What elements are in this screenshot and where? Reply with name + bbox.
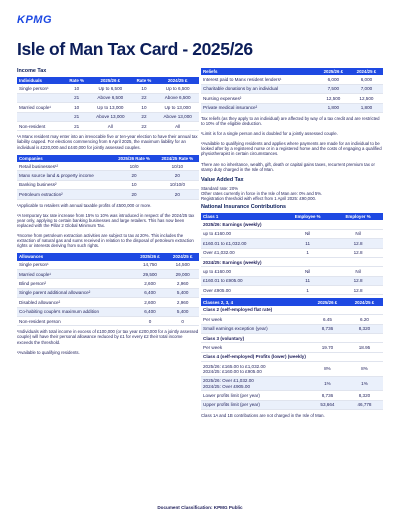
table-cell: 12.8: [333, 239, 383, 248]
income-tax-header: Rate %: [64, 77, 89, 84]
table-cell: 2,600: [134, 279, 167, 288]
companies-header: 2025/26 Rate %: [112, 155, 155, 162]
table-cell: Over £905.00: [201, 286, 282, 295]
table-cell: Up to 6,500: [89, 84, 132, 93]
table-cell: Over £1,032.00: [201, 248, 282, 257]
table-cell: 0: [134, 316, 167, 325]
table-cell: 2,960: [166, 279, 199, 288]
income-tax-table: [17, 77, 199, 131]
table-cell: 8,736: [309, 391, 346, 400]
right-column: [201, 68, 383, 423]
table-cell: up to £160.00: [201, 229, 282, 238]
table-cell: 5,400: [166, 307, 199, 316]
table-row: [201, 239, 383, 248]
table-cell: Above 13,000: [89, 112, 132, 121]
table-subheader: [201, 220, 383, 229]
table-cell: 12,500: [350, 94, 383, 103]
table-row: [201, 229, 383, 238]
table-row: [201, 286, 383, 295]
table-row: [201, 391, 383, 400]
table-cell: 12.8: [333, 286, 383, 295]
table-cell: 12.8: [333, 248, 383, 257]
table-row: [17, 93, 199, 102]
table-cell: 46,778: [346, 400, 383, 409]
ni-class1-header: Class 1: [201, 213, 282, 220]
table-cell: 14,750: [134, 261, 167, 270]
table-cell: Interest paid to Manx resident lenders¹: [201, 75, 317, 84]
reliefs-note-0: Tax reliefs (as they apply to an individual) are affected by way of a tax credit and are restricted to 10% of the eligible deduction.: [201, 115, 380, 127]
table-row: [201, 362, 383, 377]
table-row: [17, 121, 199, 130]
table-cell: £160.01 to £1,032.00: [201, 239, 282, 248]
ni-title: National Insurance Contributions: [201, 203, 287, 210]
table-cell: 10/10/0: [156, 180, 199, 189]
income-tax-header: 2025/26 £: [89, 77, 132, 84]
allowances-note-1: ¹Individuals with total income in excess of £100,000 (or tax year £200,000 for a jointly assessed couple) will have their personal allowance reduced by £1 for every £2 their total income exceeds the threshold.: [17, 329, 199, 345]
companies-header: 2024/25 Rate %: [156, 155, 199, 162]
ni-class234-table: [201, 298, 383, 410]
table-cell: Private medical insurance²: [201, 103, 317, 112]
allowances-note-2: ²Available to qualifying residents.: [17, 349, 80, 355]
table-subheader: [201, 257, 383, 266]
reliefs-table: [201, 68, 383, 113]
table-cell: [17, 93, 64, 102]
page-title: Isle of Man Tax Card - 2025/26: [17, 39, 253, 59]
table-row: [17, 261, 199, 270]
table-row: [17, 180, 199, 189]
table-cell: Manx source land & property income: [17, 171, 112, 180]
table-cell: 2025/26: Earnings (weekly): [201, 220, 383, 229]
table-row: [17, 298, 199, 307]
reliefs-header: Reliefs: [201, 68, 317, 75]
companies-note-2: ²A temporary tax rate increase from 15% to 10% was introduced in respect of the 2024/25 tax year only, applying to certain banking businesses and large retailers. This has now been replaced with the Pillar 2 Global Minimum Tax.: [17, 212, 195, 228]
table-subheader: [201, 352, 383, 361]
table-cell: Petroleum extraction²: [17, 190, 112, 199]
table-cell: 2025/26: Over £1,032.00 2024/25: Over £905.00: [201, 376, 309, 391]
table-row: [201, 94, 383, 103]
table-row: [17, 269, 199, 278]
reliefs-header: 2025/26 £: [317, 68, 350, 75]
table-row: [17, 190, 199, 199]
table-cell: Nil: [333, 267, 383, 276]
table-cell: 53,664: [309, 400, 346, 409]
table-cell: Disabled allowance²: [17, 298, 134, 307]
table-cell: Per week: [201, 343, 309, 352]
table-cell: 2,960: [166, 298, 199, 307]
allowances-header: Allowances: [17, 253, 134, 260]
table-cell: 2,600: [134, 298, 167, 307]
table-cell: 21: [64, 93, 89, 102]
table-cell: 29,000: [166, 269, 199, 278]
table-row: [17, 112, 199, 121]
table-cell: up to £160.00: [201, 267, 282, 276]
table-cell: 8,736: [309, 324, 346, 333]
table-cell: All: [89, 121, 132, 130]
table-cell: Above 6,500: [89, 93, 132, 102]
table-cell: 20: [112, 171, 155, 180]
table-cell: 21: [64, 112, 89, 121]
table-cell: 29,500: [134, 269, 167, 278]
table-row: [201, 267, 383, 276]
reliefs-note-3: There are no inheritance, wealth, gift, death or capital gains taxes, recurrent premium tax or stamp duty charged in the Isle of Man.: [201, 161, 375, 172]
document-classification: Document Classification: KPMG Public: [157, 505, 243, 510]
table-cell: Single person¹: [17, 84, 64, 93]
table-cell: 8,320: [346, 391, 383, 400]
table-cell: Charitable donations by an individual: [201, 84, 317, 93]
table-cell: 5,400: [166, 288, 199, 297]
table-cell: Banking business²: [17, 180, 112, 189]
companies-table: [17, 155, 199, 200]
table-cell: 6,400: [134, 307, 167, 316]
ni-class234-header: 2024/25 £: [346, 298, 383, 305]
reliefs-note-2: ²Available to qualifying residents and applies where payments are made for an individual to be looked after by a registered nurse or in a registered home and the costs of engaging a qualified physiotherapist in certain circumstances.: [201, 141, 382, 157]
table-cell: 1,800: [350, 103, 383, 112]
reliefs-note-1: ¹Limit is for a single person and is doubled for a jointly assessed couple.: [201, 131, 338, 137]
income-tax-header: Individuals: [17, 77, 64, 84]
table-cell: 7,000: [350, 84, 383, 93]
table-cell: 22: [132, 121, 157, 130]
vat-line-1: Standard rate: 20%: [201, 185, 239, 191]
table-cell: Class 2 (self-employed flat rate): [201, 306, 383, 315]
ni-class1-header: Employer %: [333, 213, 383, 220]
table-row: [17, 84, 199, 93]
table-cell: Single parent additional allowance²: [17, 288, 134, 297]
table-cell: 20: [112, 190, 155, 199]
table-cell: 6,400: [134, 288, 167, 297]
table-cell: 6,000: [317, 75, 350, 84]
table-cell: Non-resident person: [17, 316, 134, 325]
table-cell: 18.95: [346, 343, 383, 352]
table-cell: 2025/26: £165.00 to £1,032.00 2024/25: £160.00 to £905.00: [201, 362, 309, 377]
table-cell: 6.45: [309, 315, 346, 324]
table-cell: 2024/25: Earnings (weekly): [201, 257, 383, 266]
table-cell: 12,500: [317, 94, 350, 103]
ni-class1-header: Employee %: [282, 213, 333, 220]
table-row: [17, 279, 199, 288]
table-cell: Single person¹: [17, 261, 134, 270]
table-cell: 1: [282, 248, 333, 257]
table-cell: 1%: [346, 376, 383, 391]
table-row: [17, 316, 199, 325]
table-row: [201, 75, 383, 84]
table-cell: Married couple¹: [17, 269, 134, 278]
vat-line-3: Registration threshold with effect from 1 April 2025: £90,000.: [201, 195, 317, 201]
table-cell: 10: [112, 180, 155, 189]
table-cell: 10: [64, 103, 89, 112]
table-cell: Co-habiting couple's maximum addition: [17, 307, 134, 316]
table-cell: 11: [282, 276, 333, 285]
table-cell: 12.8: [333, 276, 383, 285]
table-cell: Nursing expenses²: [201, 94, 317, 103]
table-cell: [17, 112, 64, 121]
allowances-header: 2025/26 £: [134, 253, 167, 260]
table-row: [17, 103, 199, 112]
table-row: [201, 248, 383, 257]
allowances-header: 2024/25 £: [166, 253, 199, 260]
table-cell: 10: [132, 84, 157, 93]
table-cell: Non-resident: [17, 121, 64, 130]
vat-title: Value Added Tax: [201, 176, 244, 183]
table-subheader: [201, 334, 383, 343]
table-row: [201, 400, 383, 409]
companies-header: Companies: [17, 155, 112, 162]
table-cell: £160.01 to £905.00: [201, 276, 282, 285]
companies-note-3: ³Income from petroleum extraction activities are subject to tax at 20%. This includes the extraction of natural gas and sums received in relation to the disposal of petroleum extraction rights or interests deriving from such rights.: [17, 232, 194, 249]
table-cell: Class 3 (voluntary): [201, 334, 383, 343]
table-cell: 19.70: [309, 343, 346, 352]
ni-class234-header: Classes 2, 3, 4: [201, 298, 309, 305]
ni-class234-header: 2025/26 £: [309, 298, 346, 305]
table-row: [17, 162, 199, 171]
table-row: [201, 315, 383, 324]
income-tax-title: Income Tax: [17, 68, 47, 74]
ni-class1-table: [201, 213, 383, 296]
table-cell: Small earnings exception (year): [201, 324, 309, 333]
vat-line-2: Other rates currently in force in the Isle of Man are: 0% and 5%.: [201, 190, 323, 196]
table-cell: 10/0: [112, 162, 155, 171]
table-cell: 14,500: [166, 261, 199, 270]
table-cell: Above 13,000: [156, 112, 199, 121]
table-cell: Class 4 (self-employed) Profits (lower) (weekly): [201, 352, 383, 361]
table-cell: Married couple¹: [17, 103, 64, 112]
table-row: [201, 84, 383, 93]
table-row: [17, 307, 199, 316]
table-cell: 1: [282, 286, 333, 295]
table-cell: 11: [282, 239, 333, 248]
table-subheader: [201, 306, 383, 315]
companies-note-1: ¹Applicable to retailers with annual taxable profits of £500,000 or more.: [17, 202, 152, 208]
kpmg-logo: KPMG: [17, 14, 52, 26]
table-row: [17, 288, 199, 297]
table-cell: 20: [156, 171, 199, 180]
left-column: [17, 68, 199, 360]
income-tax-header: Rate %: [132, 77, 157, 84]
table-cell: 1,800: [317, 103, 350, 112]
table-cell: 8%: [346, 362, 383, 377]
table-row: [201, 376, 383, 391]
table-cell: Blind person²: [17, 279, 134, 288]
table-cell: 22: [132, 93, 157, 102]
table-row: [201, 343, 383, 352]
table-row: [201, 276, 383, 285]
table-cell: 10/10: [156, 162, 199, 171]
table-cell: All: [156, 121, 199, 130]
table-cell: Nil: [282, 267, 333, 276]
income-tax-header: 2024/25 £: [156, 77, 199, 84]
table-cell: 6.20: [346, 315, 383, 324]
table-cell: 10: [132, 103, 157, 112]
table-cell: 1%: [309, 376, 346, 391]
table-cell: Above 6,500: [156, 93, 199, 102]
table-cell: Per week: [201, 315, 309, 324]
table-cell: Lower profits limit (per year): [201, 391, 309, 400]
table-cell: Up to 6,500: [156, 84, 199, 93]
table-cell: Up to 13,000: [156, 103, 199, 112]
table-cell: 10: [64, 84, 89, 93]
table-cell: 6,000: [350, 75, 383, 84]
table-cell: Upper profits limit (per year): [201, 400, 309, 409]
income-tax-note: ¹A Manx resident may enter into an irrevocable five or ten-year election to have their annual tax liability capped. For elections commencing from 6 April 2025, the maximum liability for an individual is £220,000 and £440,000 for jointly assessed couples.: [17, 134, 198, 150]
table-cell: 0: [166, 316, 199, 325]
table-cell: 21: [64, 121, 89, 130]
table-cell: Retail businesses¹²: [17, 162, 112, 171]
table-cell: Up to 13,000: [89, 103, 132, 112]
table-row: [201, 324, 383, 333]
table-row: [201, 103, 383, 112]
ni-note: Class 1A and 1B contributions are not charged in the Isle of Man.: [201, 413, 325, 419]
table-row: [17, 171, 199, 180]
table-cell: 8%: [309, 362, 346, 377]
table-cell: Nil: [333, 229, 383, 238]
reliefs-header: 2024/25 £: [350, 68, 383, 75]
table-cell: Nil: [282, 229, 333, 238]
table-cell: 8,320: [346, 324, 383, 333]
table-cell: 7,500: [317, 84, 350, 93]
table-cell: 22: [132, 112, 157, 121]
allowances-table: [17, 253, 199, 326]
table-cell: 20: [156, 190, 199, 199]
